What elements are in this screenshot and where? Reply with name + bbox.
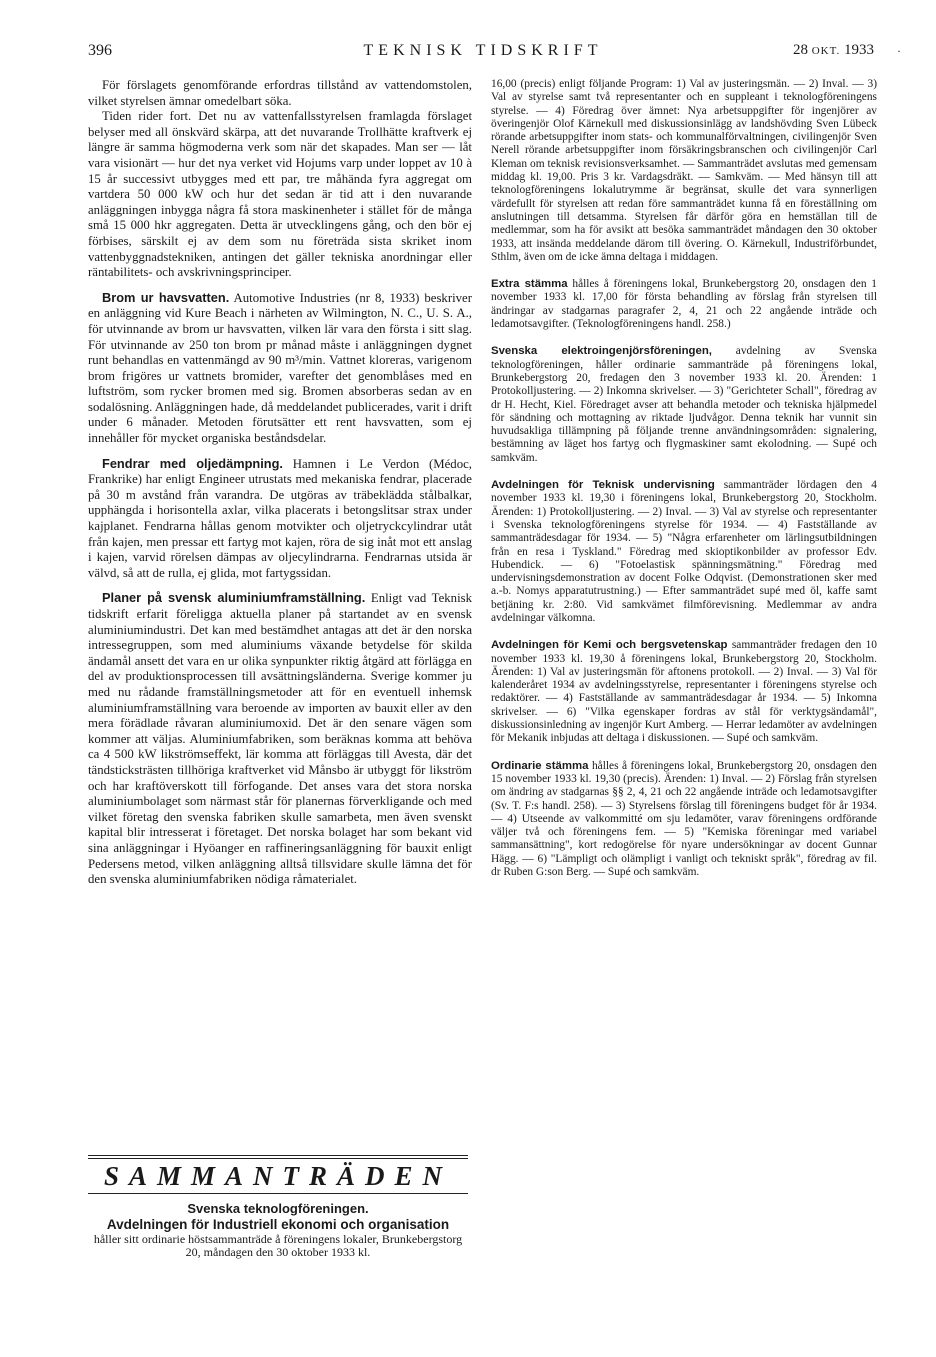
notice-tu-text: sammanträder lördagen den 4 november 1933 kl. 19,30 i föreningens lokal, Brunkebergstorg 20, Stockholm. Ärenden: 1) Protokolljustering. — 2) Inval. — 3) Val av styrelse och representanter i Svenska teknologföreningens styrelse för 1934. — 4) Fastställande av sammanträdesdagar för 1934. — 5) "Några erfarenheter om lärlingsutbildningen från en resa i Tyskland." Föredrag med skioptikonbilder av professor Edv. Hubendick. — 6) "Fotoelastisk spänningsmätning." Föredrag med undervisningsdemonstration av docent Folke Odqvist. (Demonstrationen sker med a.-b. Nomys apparatutrustning.) — Efter sammanträdet supé med öl, kaffe samt betjäning kr. 2:80. Vid samkvämet filmförevisning. Medlemmar av andra avdelningar välkomna.	[491, 479, 877, 624]
sammantraden-banner	[88, 1158, 468, 1194]
department-notice	[88, 1218, 468, 1260]
issue-day: 28	[792, 42, 808, 58]
notice-kemi-text: sammanträder fredagen den 10 november 1933 kl. 19,30 å föreningens lokal, Brunkebergstorg 20, Stockholm. Ärenden: 1) Val av justeringsmän för aftonens protokoll. — 2) Inval. — 3) Val för kalenderåret 1934 av avdelningsstyrelse, representanter i föreningens styrelse och redaktörer. — 4) Fastställande av sammanträdesdagar år 1934. — 5) Inkomna skrivelser. — 6) "Vilka egenskaper fordras av stål för verktygsändamål", diskussionsinledning av ingenjör Kurt Amberg. — Herrar ledamöter av avdelningen för Mekanik inbjudas att deltaga i diskussionen. — Supé och samkväm.	[491, 639, 877, 745]
notice-ord-title: Ordinarie stämma	[491, 759, 589, 772]
notice-extra-text: hålles å föreningens lokal, Brunkebergstorg 20, onsdagen den 1 november 1933 kl. 17,00 för första behandling av förslag från styrelsen till ändringar av stadgarnas paragrafer 2, 4, 21 och 22 angående inträde och ledamotsavgifter. (Teknologföreningens handl. 258.)	[491, 278, 877, 331]
article-fendrar-text: Hamnen i Le Verdon (Médoc, Frankrike) har enligt Engineer utrustats med mekaniska fendrar, placerade på 30 m avstånd från varandra. De utgöras av träbeklädda stålbalkar, upphängda i horisontella axlar, vilka placerats i betongslitsar strax under kajplanet. Fendrarna hållas genom motvikter och oljetryckcylindrar utåt från kajen, men pressar ett fartyg mot kajen, röra de sig inåt mot ett anslag i kajen, varvid rörelsen dämpas av oljecylindrarna. Fendrarnas utsida är välvd, så att de rulla, ej glida, mot fartygssidan.	[88, 456, 472, 580]
page-number: 396	[88, 42, 112, 59]
issue-year: 1933	[844, 42, 874, 58]
article-planer	[88, 590, 472, 887]
notice-kemi-title: Avdelningen för Kemi och bergsvetenskap	[491, 639, 728, 652]
notice-sef-text: avdelning av Svenska teknologföreningen, håller ordinarie sammanträde på föreningens lokal, Brunkebergstorg 20, fredagen den 3 november 1933 kl. 20. Ärenden: 1 Protokolljustering. — 2) Inkomna skrivelser. — 3) "Gerichteter Schall", föredrag av dr H. Hecht, Kiel. Föredraget avser att behandla metoder och tekniska hjälpmedel för sändning och mottagning av riktade ljudvågor. Denna teknik har vunnit sin huvudsakliga tillämpning på följande trenne användningsområden: signalering, bestämning av läget hos fartyg och flygmaskiner samt ekolodning. — Supé och samkväm.	[491, 345, 877, 464]
right-column	[491, 78, 877, 1298]
journal-title: TEKNISK TIDSKRIFT	[363, 42, 603, 59]
trollhatte-paragraph-2: Tiden rider fort. Det nu av vattenfallsstyrelsen framlagda förslaget belyser med all önskvärd skärpa, att det nuvarande Trollhätte kraftverk ej längre är samma högmoderna verk som när det skapades. Man ser — låt vara visionärt — hur det nya verket vid Hojums varp under loppet av 10 à 15 år successivt utbygges med ett par, tre måhända fyra aggregat om vartdera 50 000 kW och hur det sedan är tid att i den nuvarande anläggningen inbygga några få stora maskinenheter i stället för de många små 15 000 hkr aggregaten. Detta är utvecklingens gång, och den bör ej förbises, särskilt ej av dem som nu företräda sista skriket inom vattenbyggnadstekniken, antingen det gäller tekniska anordningar eller räntabilitets- och avskrivningsprinciper.	[88, 109, 472, 280]
notice-tu-title: Avdelningen för Teknisk undervisning	[491, 479, 715, 492]
margin-mark: ·	[897, 44, 901, 58]
article-brom-title: Brom ur havsvatten.	[102, 289, 230, 305]
article-fendrar-title: Fendrar med oljedämpning.	[102, 455, 283, 471]
section-rule	[88, 1155, 468, 1156]
page-header	[88, 42, 878, 62]
notice-extra-stamma	[491, 278, 877, 331]
notice-teknisk-undervisning	[491, 479, 877, 625]
notice-ord-text: hålles å föreningens lokal, Brunkebergstorg 20, onsdagen den 15 november 1933 kl. 19,30 (precis). Ärenden: 1) Inval. — 2) Förslag från styrelsen om ändring av stadgarnas §§ 2, 4, 21 och 22 angående inträde och ledamotsavgifter (Sv. T. F:s handl. 258). — 3) Styrelsens förslag till föreningens budget för år 1934. — 4) Utseende av valkommitté om sju ledamöter, varav föreningens ordförande väljer två och föreningens fem. — 5) "Kemiska föreningar med variabel sammansättning", kort redogörelse för nyare undersökningar av docent Gunnar Hägg. — 6) "Lämpligt och olämpligt i vanligt och tekniskt språk", föredrag av fil. dr Ruben G:son Berg. — Supé och samkväm.	[491, 759, 877, 879]
article-planer-title: Planer på svensk aluminiumframställning.	[102, 590, 366, 606]
issue-month: OKT.	[811, 45, 841, 57]
department-title: Avdelningen för Industriell ekonomi och organisation	[106, 1217, 450, 1232]
article-brom	[88, 290, 472, 447]
organisation-name: Svenska teknologföreningen.	[187, 1201, 369, 1216]
article-planer-text: Enligt vad Teknisk tidskrift erfarit föreligga aktuella planer på startandet av en svensk aluminiumindustri. Det kan med bestämdhet antagas att det är den norska intressegruppen, som med aluminiums växande betydelse för skilda ändamål ansett det vara en ur olika synpunkter riktig åtgärd att förlägga en del av produktionsprocessen till avsättningsländerna. Sverige kommer ju med nu rådande framställningsmetoder att för en eventuell inhemsk aluminiumframställning vara beroende av importen av bauxit eller av den mera förädlade råvaran aluminiumoxid. Det är den senare vägen som kommer att väljas. Aluminiumfabriken, som beräknas komma att behöva ca 4 500 kW likströmseffekt, lär komma att förläggas till Avesta, där det tändsticksträsten tillhöriga kraftverket vid Månsbo är utbyggt för likström och har kraftöverskott till förfogande. Det anses vara det stora norska aluminiumbolaget som närmast står för planernas förverkligande och med vilket företag den svenska fabriken skulle samarbeta, men även svenskt kapital blir intresserat i företaget. Det norska bolaget har som bekant vid sina anläggningar i Hyöanger en raffineringsanläggning för bauxit enligt Pedersens metod, vilken anläggning alltså tillsvidare skulle lämna det för den svenska aluminiumfabriken nödiga råmaterialet.	[88, 591, 472, 887]
program-continuation: 16,00 (precis) enligt följande Program: 1) Val av justeringsmän. — 2) Inval. — 3) Val av styrelse samt två representanter och en suppleant i teknologföreningens styrelse. — 4) Föredrag över ämnet: Nya arbetsuppgifter för ingenjörer av överingenjör Olof Kärnekull med diskussionsinlägg av landshövding Sven Lübeck rörande arbetsuppgifter inom stats- och kommunalförvaltningen, civilingenjör Sven Nerell rörande arbetsuppgifter inom försäkringsbranschen och civilingenjör Carl Kleman om teknisk revisionsverksamhet. — Sammanträdet avslutas med gemensam middag kl. 19,00. Pris 3 kr. Vardagsdräkt. — Samkväm. — Med hänsyn till att teknologföreningens lokalutrymme är begränsat, skulle det vara synnerligen värdefullt för styrelsen att redan före sammanträdet kunna få en föreställning om anslutningen till detsamma. Styrelsen får därför göra en hemställan till de medlemmar, som ha för avsikt att besöka sammanträdet måndagen den 30 oktober 1933, att insända meddelande därom till övering. O. Kärnekull, Industriförbundet, Sthlm, även om de icke ämna deltaga i middagen.	[491, 78, 877, 263]
notice-sef-title: Svenska elektroingenjörsföreningen,	[491, 345, 712, 358]
notice-ordinarie-stamma	[491, 760, 877, 880]
notice-elektroingenjor	[491, 345, 877, 465]
article-fendrar	[88, 456, 472, 582]
left-column	[88, 78, 472, 1150]
article-brom-text: Automotive Industries (nr 8, 1933) beskriver en anläggning vid Kure Beach i närheten av Wilmington, N. C., U. S. A., för utvinnande av brom ur havsvatten, vilken lär vara den första i sitt slag. För utvinnande av 250 ton brom pr månad måste i anläggningen dygnet runt behandlas en vattenmängd av 90 m³/min. Vattnet kloreras, varigenom brom frigöres ur vattnets bromider, varefter det genomblåses med en luftström, som rycker bromen med sig. Bromen absorberas sedan av en sodalösning. Anläggningen hade, då meddelandet publicerades, varit i drift under 6 månader. Metoden förutsätter ett rent havsvatten, som ej innehåller för mycket organiska beståndsdelar.	[88, 290, 472, 446]
notice-kemi	[491, 639, 877, 745]
sammantraden-title: SAMMANTRÄDEN	[103, 1161, 453, 1191]
issue-date	[793, 42, 874, 59]
department-text: håller sitt ordinarie höstsammanträde å föreningens lokaler, Brunkebergstorg 20, måndagen den 30 oktober 1933 kl.	[93, 1231, 463, 1259]
notice-extra-title: Extra stämma	[491, 278, 568, 291]
trollhatte-paragraph-1: För förslagets genomförande erfordras tillstånd av vattendomstolen, vilket styrelsen ämnar omedelbart söka.	[88, 78, 472, 108]
